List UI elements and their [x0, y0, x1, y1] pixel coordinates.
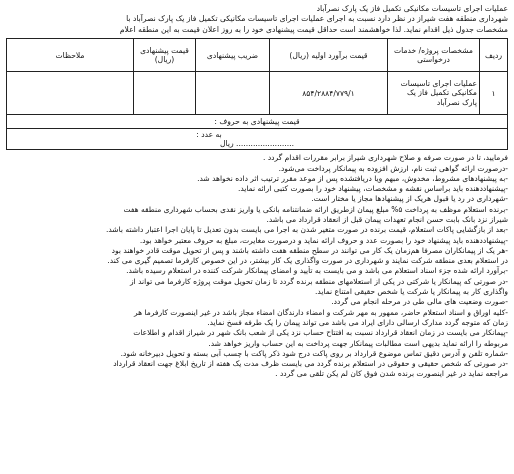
condition-line: -پیشنهاددهنده باید پیشنهاد خود را بصورت عدد و حروف ارائه نماید و درصورت مغایرت، مبلغ به حروف معتبر خواهد بود. — [139, 235, 508, 245]
intro-line: عملیات اجرای تاسیسات مکانیکی تکمیل فاز یک پارک نصرآباد — [316, 4, 508, 13]
table-row — [7, 72, 508, 115]
condition-line: -هر یک از پیمانکاران مصرفا هم‌زمان یک کار می توانند در سطح منطقه هفت داشته باشند و پس از تحویل موقت قادر خواهند بود — [111, 245, 508, 255]
rial-label: ریال — [220, 139, 234, 149]
condition-line: -به پیشنهادهای مشروط، مخدوش، مبهم ویا دریافتشده پس از موعد مقرر ترتیب اثر داده نخواهد شد. — [197, 173, 508, 183]
cell-coefficient — [196, 72, 270, 115]
total-number-row — [7, 129, 508, 150]
condition-line: شیراز نزد بانک بابت حسن انجام تعهدات پیمان قبل از انعقاد قرارداد می باشد. — [266, 215, 508, 224]
intro-paragraph — [6, 4, 508, 35]
intro-line: مشخصات جدول ذیل اقدام نماید. لذا خواهشمند است حداقل قیمت پیشنهادی خود را به روز اعلان قیمت به این منطقه اعلام — [119, 24, 508, 34]
condition-line: -برنده استعلام موظف به پرداخت ۵% مبلغ پیمان ازطریق ارائه ضمانتنامه بانکی یا واریز نقدی بحساب شهرداری منطقه هفت — [123, 204, 508, 214]
condition-line: -شهرداری در رد یا قبول هریک از پیشنهادها مجاز یا مختار است. — [311, 194, 508, 204]
condition-line: فرمایید، تا در صورت صرفه و صلاح شهرداری شیراز برابر مقررات اقدام گردد . — [263, 153, 508, 163]
condition-line: -کلیه اوراق و اسناد استعلام حاضر، ممهور به مهر شرکت و امضاء دارندگان امضاء مجاز باشد در غیر اینصورت کارفرما هر — [133, 307, 508, 317]
dots: ........................ — [236, 139, 294, 149]
condition-line: واگذاری کار به پیمانکار یا شرکت یا شخص حقیقی امتناع نماید. — [315, 287, 508, 297]
condition-line: -پیمانکار می بایست در زمان انعقاد قرارداد نسبت به افتتاح حساب نزد یکی از شعب بانک شهر در شیراز اقدام و اطلاعات — [133, 328, 508, 338]
cell-specs: عملیات اجرای تاسیسات مکانیکی تکمیل فاز یک پارک نصرآباد — [388, 72, 480, 115]
condition-line: -درصورت ارائه گواهی ثبت نام، ارزش افزوده به پیمانکار پرداخت می‌شود. — [278, 163, 508, 173]
cell-notes — [7, 72, 134, 115]
condition-line: -در صورتی که پیمانکار یا شرکتی در یکی از استعلامهای منطقه برنده گردد تا زمان تحویل موقت پروژه کارفرما می تواند از — [130, 276, 508, 286]
condition-line: -پیشنهاددهنده باید براساس نقشه و مشخصات، پیشنهاد خود را بصورت کتبی ارائه نماید. — [237, 184, 508, 194]
header-coefficient: ضریب پیشنهادی — [196, 39, 270, 72]
condition-line: -در صورتی که شخص حقیقی و حقوقی در استعلام برنده گردد می بایست ظرف مدت یک هفته از تاریخ ابلاغ جهت انعقاد قرارداد — [113, 359, 508, 369]
condition-line: -صورت وضعیت های مالی طی در مرحله انجام می گردد. — [331, 297, 508, 307]
condition-line: -بعد از بازگشایی پاکات استعلام، قیمت برنده در صورت متغیر شدن به اجرا می بایست بدون تعدیل تا پایان اجرا اعتبار داشته باشد. — [105, 225, 508, 235]
price-table — [6, 38, 508, 150]
header-row-number: ردیف — [480, 39, 508, 72]
total-number-cell — [7, 129, 508, 150]
header-proposed-price: قیمت پیشنهادی (ریال) — [134, 39, 196, 72]
header-estimate: قیمت برآورد اولیه (ریال) — [270, 39, 388, 72]
cell-row-number: ۱ — [480, 72, 508, 115]
header-specs: مشخصات پروژه/ خدمات درخواستی — [388, 39, 480, 72]
cell-estimate: ۸۵۴/۲۸۸۴/۷۷۹/۱ — [270, 72, 388, 115]
intro-line: شهرداری منطقه هفت شیراز در نظر دارد نسبت به اجرای عملیات اجرای تاسیسات مکانیکی تکمیل فاز یک پارک نصرآباد با — [126, 14, 508, 24]
number-label: به عدد : — [196, 130, 222, 140]
condition-line: مربوطه را ارائه نماید بدیهی است مطالبات پیمانکار جهت پرداخت به این حساب واریز خواهد شد. — [208, 338, 508, 348]
total-letters-row — [7, 115, 508, 129]
condition-line: در استعلام بعدی منطقه شرکت نمایند و شهرداری در صورت واگذاری یک کار بیشتر، در این خصوص کارفرما تصمیم گیری می کند. — [107, 256, 508, 266]
condition-line: -شماره تلفن و آدرس دقیق تماس موضوع قرارداد بر روی پاکت درج شود ذکر پاکت با چسب آبی بسته و تحویل دبیرخانه شود. — [120, 348, 508, 358]
cell-proposed-price — [134, 72, 196, 115]
condition-line: -برآورد ارائه شده جزء اسناد استعلام می باشد و می بایست به تأیید و امضای پیمانکار شرکت کننده در استعلام رسیده باشد. — [126, 266, 508, 276]
conditions-list — [6, 153, 508, 380]
condition-line: زمان که متوجه گردد مدارک ارسالی دارای ایراد می باشد می تواند پیمان را یک طرفه فسخ نماید. — [207, 317, 508, 327]
condition-line: مراجعه نماید در غیر اینصورت برنده شدن فوق کان لم یکن تلقی می گردد . — [275, 369, 508, 379]
total-letters-label: قیمت پیشنهادی به حروف : — [7, 115, 508, 129]
table-header-row — [7, 39, 508, 72]
header-notes: ملاحظات — [7, 39, 134, 72]
